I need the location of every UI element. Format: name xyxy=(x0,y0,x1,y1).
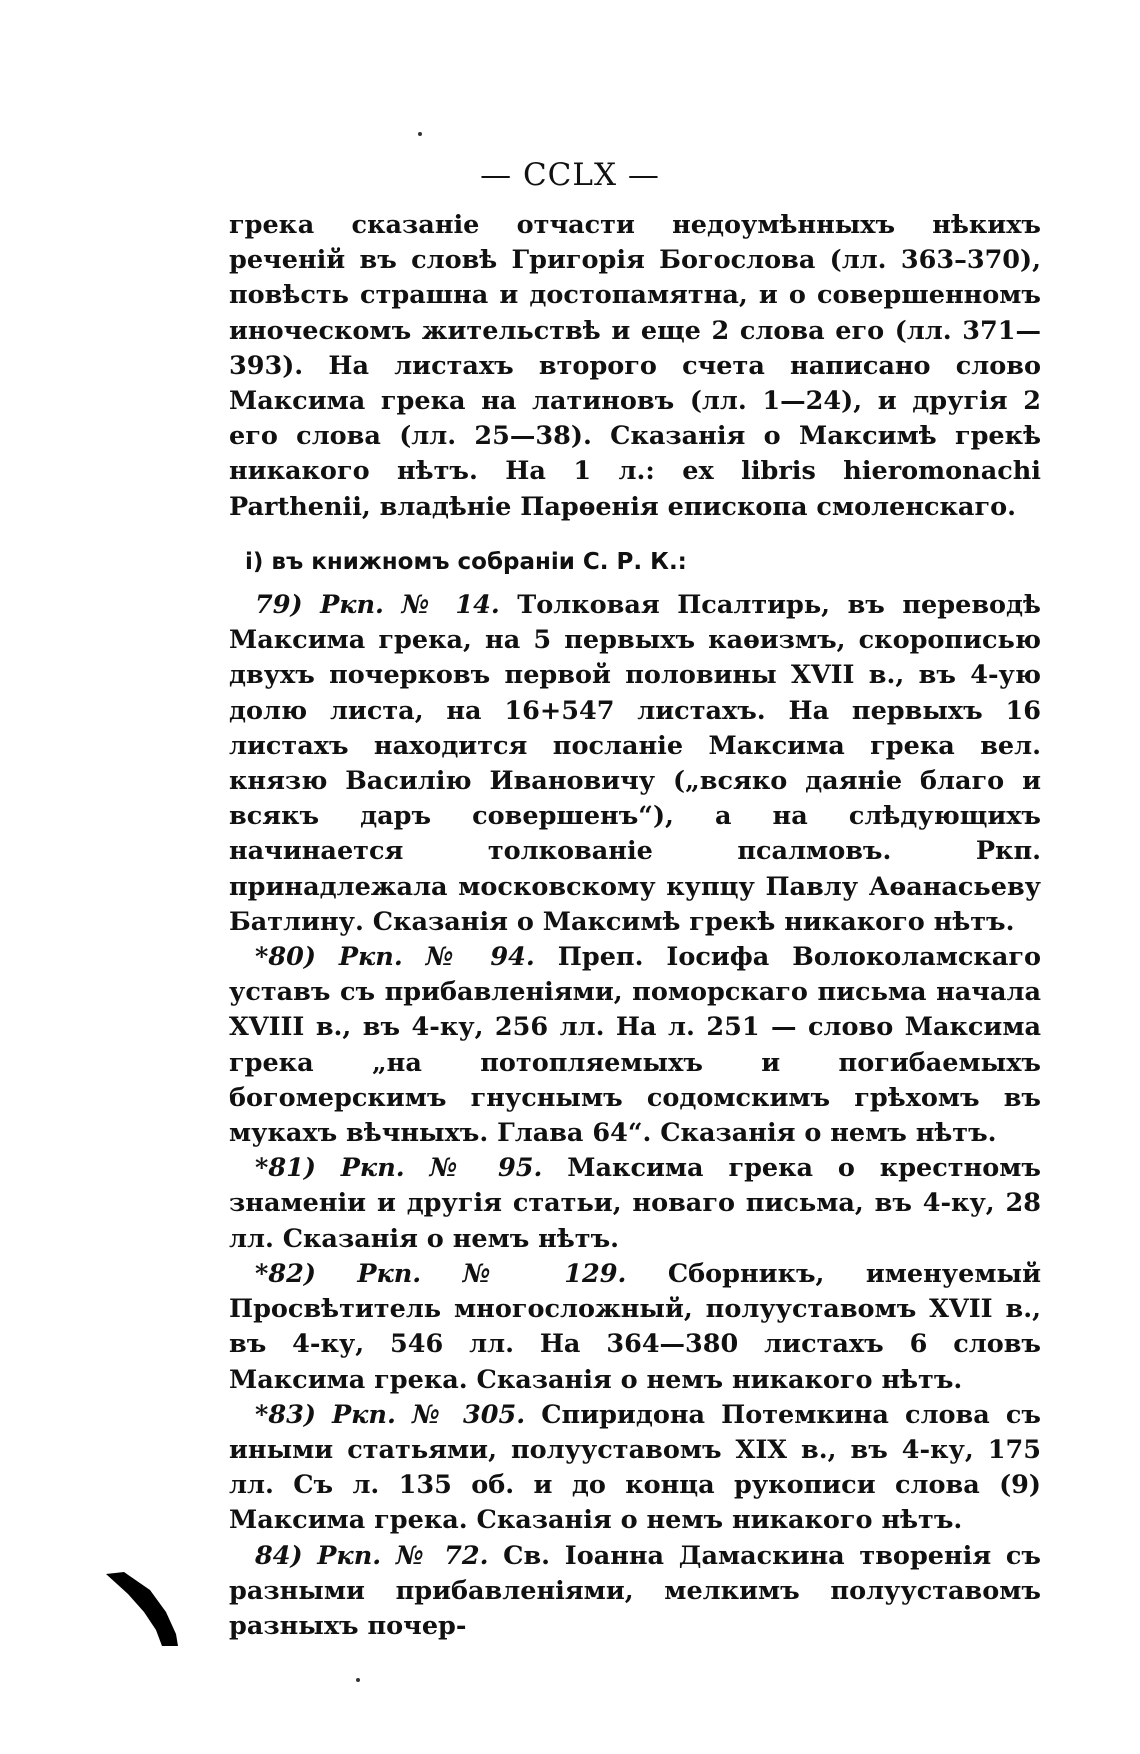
entry-82-text: Сборникъ, именуемый Просвѣтитель многосложный, полууставомъ XVII в., въ 4-ку, 546 лл. На 364—380 листахъ 6 словъ Максима грека. Сказанiя о немъ никакого нѣтъ. xyxy=(229,1258,1041,1395)
entry-84 xyxy=(229,1539,1041,1645)
scan-speck-top xyxy=(418,132,422,136)
body-text xyxy=(229,208,1041,1644)
entry-79-reference: 79) Ркп. № 14. xyxy=(255,590,500,621)
entry-80 xyxy=(229,940,1041,1151)
section-heading: i) въ книжномъ собранiи С. Р. К.: xyxy=(245,548,687,575)
entry-82 xyxy=(229,1257,1041,1398)
entry-83 xyxy=(229,1398,1041,1539)
entry-79-text: Толковая Псалтирь, въ переводѣ Максима грека, на 5 первыхъ каѳизмъ, скорописью двухъ почерковъ первой половины XVII в., въ 4-ую долю листа, на 16+547 листахъ. На первыхъ 16 листахъ находится посланiе Максима грека вел. князю Василiю Ивановичу („всяко даянiе благо и всякъ даръ совершенъ“), а на слѣдующихъ начинается толкованiе псалмовъ. Ркп. принадлежала московскому купцу Павлу Аѳанасьеву Батлину. Сказанiя о Максимѣ грекѣ никакого нѣтъ. xyxy=(229,590,1041,937)
page-number-header: — CCLX — xyxy=(480,157,660,193)
scan-speck-bottom xyxy=(356,1678,360,1682)
entry-84-reference: 84) Ркп. № 72. xyxy=(255,1540,489,1571)
entry-81-text: Максима грека о крестномъ знаменiи и другiя статьи, новаго письма, въ 4-ку, 28 лл. Сказанiя о немъ нѣтъ. xyxy=(229,1153,1041,1254)
entry-80-reference: *80) Ркп. № 94. xyxy=(255,942,535,973)
paragraph-continuation: греκа сказанiе отчасти недоумѣнныхъ нѣкихъ реченiй въ словѣ Григорiя Богослова (лл. 363–370), повѣсть страшна и достопамятна, и о совершенномъ иноческомъ жительствѣ и еще 2 слова его (лл. 371—393). На листахъ второго счета написано слово Максима грека на латиновъ (лл. 1—24), и другiя 2 его слова (лл. 25—38). Сказанiя о Максимѣ грекѣ никакого нѣтъ. На 1 л.: ex libris hieromonachi Parthenii, владѣнiе Парѳенiя епископа смоленскаго. xyxy=(229,210,1041,522)
entry-80-text: Преп. Iосифа Волоколамскаго уставъ съ прибавленiями, поморскаго письма начала XVIII в., въ 4-ку, 256 лл. На л. 251 — слово Максима грека „на потопляемыхъ и погибаемыхъ богомерскимъ гнуснымъ содомскимъ грѣхомъ въ мукахъ вѣчныхъ. Глава 64“. Сказанiя о немъ нѣтъ. xyxy=(229,942,1042,1149)
entry-83-reference: *83) Ркп. № 305. xyxy=(255,1399,526,1430)
entry-81 xyxy=(229,1151,1041,1257)
entry-79 xyxy=(229,588,1041,940)
entry-83-text: Спиридона Потемкина слова съ иными статьями, полууставомъ XIX в., въ 4-ку, 175 лл. Съ л. 135 об. и до конца рукописи слова (9) Максима грека. Сказанiя о немъ никакого нѣтъ. xyxy=(229,1399,1041,1536)
entry-84-text: Св. Iоанна Дамаскина творенiя съ разными прибавленiями, мелкимъ полууставомъ разныхъ почер- xyxy=(229,1540,1041,1641)
entry-81-reference: *81) Ркп. № 95. xyxy=(255,1153,543,1184)
scan-mark-icon xyxy=(104,1568,184,1648)
entry-82-reference: *82) Ркп. № 129. xyxy=(255,1258,627,1289)
